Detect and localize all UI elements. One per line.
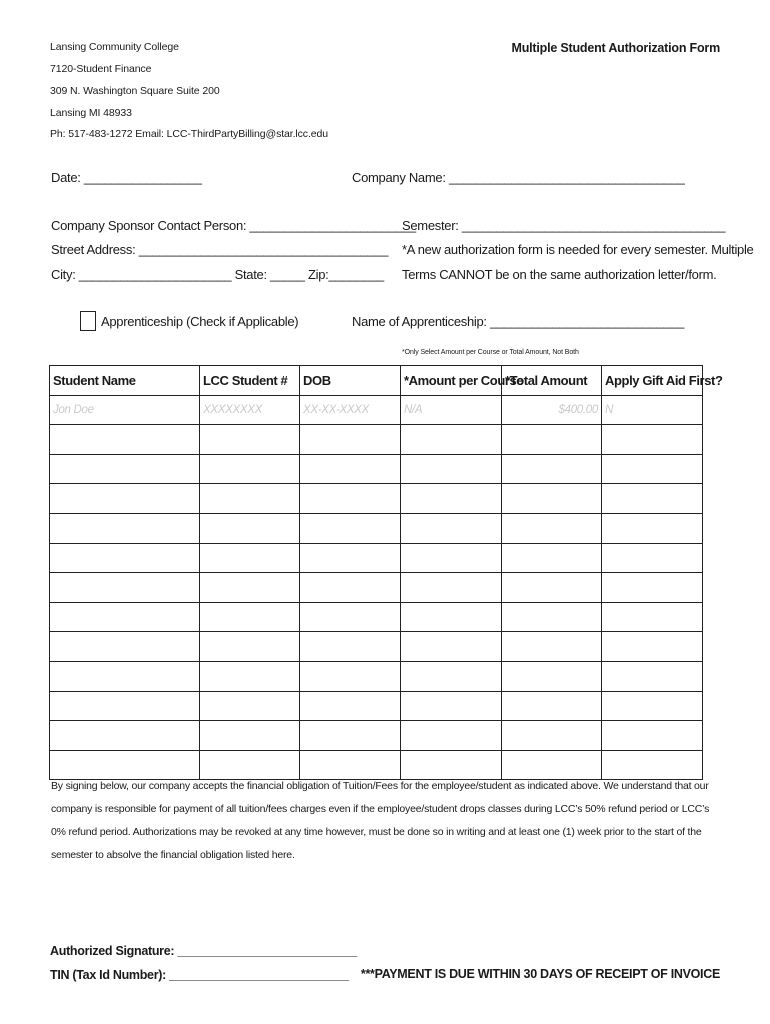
cell-dob[interactable] [300,602,401,632]
cell-lcc-student-number[interactable] [200,602,300,632]
header-lcc-student-number: LCC Student # [200,366,300,396]
table-row [50,632,703,662]
cell-amount-per-course[interactable] [401,721,502,751]
cell-apply-gift-aid[interactable] [602,721,703,751]
table-row [50,543,703,573]
sample-lcc-student-number[interactable]: XXXXXXXX [200,395,300,425]
table-header-row [50,366,703,396]
cell-lcc-student-number[interactable] [200,484,300,514]
address-line-department: 7120-Student Finance [50,63,152,75]
cell-total-amount[interactable] [502,721,602,751]
cell-amount-per-course[interactable] [401,602,502,632]
sample-total-amount[interactable]: $400.00 [502,395,602,425]
cell-student-name[interactable] [50,721,200,751]
header-apply-gift-aid: Apply Gift Aid First? [602,366,703,396]
cell-amount-per-course[interactable] [401,543,502,573]
cell-lcc-student-number[interactable] [200,573,300,603]
cell-total-amount[interactable] [502,513,602,543]
address-line-street: 309 N. Washington Square Suite 200 [50,85,220,97]
amount-note: *Only Select Amount per Course or Total Amount, Not Both [402,349,579,356]
cell-amount-per-course[interactable] [401,425,502,455]
address-line-city: Lansing MI 48933 [50,107,132,119]
cell-dob[interactable] [300,721,401,751]
cell-dob[interactable] [300,543,401,573]
cell-student-name[interactable] [50,425,200,455]
cell-total-amount[interactable] [502,632,602,662]
cell-apply-gift-aid[interactable] [602,691,703,721]
cell-student-name[interactable] [50,602,200,632]
cell-student-name[interactable] [50,543,200,573]
cell-apply-gift-aid[interactable] [602,425,703,455]
cell-total-amount[interactable] [502,691,602,721]
table-row [50,454,703,484]
city-state-zip-field[interactable]: City: ______________________ State: _____ Zip:________ [51,267,384,282]
street-address-field[interactable]: Street Address: ____________________________________ [51,242,389,257]
cell-lcc-student-number[interactable] [200,425,300,455]
sample-student-name[interactable]: Jon Doe [50,395,200,425]
cell-dob[interactable] [300,661,401,691]
apprenticeship-label: Apprenticeship (Check if Applicable) [101,314,299,329]
student-table [49,365,723,780]
company-name-field[interactable]: Company Name: __________________________________ [352,170,685,185]
table-row [50,691,703,721]
cell-student-name[interactable] [50,454,200,484]
cell-amount-per-course[interactable] [401,484,502,514]
tin-field[interactable]: TIN (Tax Id Number): ___________________________ [50,968,349,982]
cell-student-name[interactable] [50,661,200,691]
table-row [50,661,703,691]
sample-dob[interactable]: XX-XX-XXXX [300,395,401,425]
cell-total-amount[interactable] [502,573,602,603]
cell-total-amount[interactable] [502,602,602,632]
cell-lcc-student-number[interactable] [200,513,300,543]
semester-note-line-2: Terms CANNOT be on the same authorization letter/form. [402,267,717,282]
cell-student-name[interactable] [50,691,200,721]
cell-total-amount[interactable] [502,543,602,573]
semester-field[interactable]: Semester: ______________________________________ [402,218,726,233]
address-line-college: Lansing Community College [50,41,179,53]
cell-lcc-student-number[interactable] [200,632,300,662]
cell-apply-gift-aid[interactable] [602,573,703,603]
table-row [50,425,703,455]
cell-amount-per-course[interactable] [401,454,502,484]
cell-dob[interactable] [300,632,401,662]
cell-amount-per-course[interactable] [401,661,502,691]
cell-apply-gift-aid[interactable] [602,632,703,662]
sample-amount-per-course[interactable]: N/A [401,395,502,425]
cell-dob[interactable] [300,454,401,484]
cell-amount-per-course[interactable] [401,691,502,721]
cell-amount-per-course[interactable] [401,573,502,603]
cell-student-name[interactable] [50,513,200,543]
header-total-amount: *Total Amount [502,366,602,396]
cell-total-amount[interactable] [502,484,602,514]
cell-lcc-student-number[interactable] [200,691,300,721]
cell-total-amount[interactable] [502,661,602,691]
date-field[interactable]: Date: _________________ [51,170,202,185]
semester-note-line-1: *A new authorization form is needed for every semester. Multiple [402,242,754,257]
cell-total-amount[interactable] [502,425,602,455]
cell-lcc-student-number[interactable] [200,661,300,691]
header-amount-per-course: *Amount per Course [401,366,502,396]
apprenticeship-checkbox[interactable] [80,311,96,331]
cell-apply-gift-aid[interactable] [602,454,703,484]
cell-amount-per-course[interactable] [401,513,502,543]
cell-dob[interactable] [300,513,401,543]
cell-apply-gift-aid[interactable] [602,543,703,573]
authorized-signature-field[interactable]: Authorized Signature: ___________________________ [50,944,358,958]
cell-apply-gift-aid[interactable] [602,661,703,691]
cell-lcc-student-number[interactable] [200,543,300,573]
cell-amount-per-course[interactable] [401,632,502,662]
cell-student-name[interactable] [50,484,200,514]
table-row [50,721,703,751]
agreement-text: By signing below, our company accepts the financial obligation of Tuition/Fees for the employee/student as indicated above. We understand that our company is responsible for payment of all tuition/fees charges even if the employee/student drops classes during LCC’s 50% refund period or LCC’s 0% refund period. Authorizations may be revoked at any time however, must be done so in writing and at least one (1) week prior to the start of the semester to absolve the financial obligation listed here. [51,780,710,861]
cell-lcc-student-number[interactable] [200,454,300,484]
cell-student-name[interactable] [50,632,200,662]
header-student-name: Student Name [50,366,200,396]
sample-row [50,395,703,425]
table-row [50,484,703,514]
cell-apply-gift-aid[interactable] [602,602,703,632]
sponsor-contact-field[interactable]: Company Sponsor Contact Person: ________________________ [51,218,416,233]
table-row [50,573,703,603]
table-row [50,602,703,632]
cell-apply-gift-aid[interactable] [602,513,703,543]
cell-total-amount[interactable] [502,454,602,484]
address-line-contact: Ph: 517-483-1272 Email: LCC-ThirdPartyBilling@star.lcc.edu [50,128,328,140]
form-title: Multiple Student Authorization Form [511,41,720,55]
header-dob: DOB [300,366,401,396]
cell-dob[interactable] [300,573,401,603]
cell-student-name[interactable] [50,573,200,603]
cell-apply-gift-aid[interactable] [602,484,703,514]
cell-dob[interactable] [300,691,401,721]
cell-lcc-student-number[interactable] [200,721,300,751]
payment-notice: ***PAYMENT IS DUE WITHIN 30 DAYS OF RECEIPT OF INVOICE [360,967,720,981]
cell-dob[interactable] [300,425,401,455]
cell-dob[interactable] [300,484,401,514]
table-row [50,513,703,543]
apprenticeship-name-field[interactable]: Name of Apprenticeship: ____________________________ [352,314,685,329]
sample-apply-gift-aid[interactable]: N [602,395,703,425]
